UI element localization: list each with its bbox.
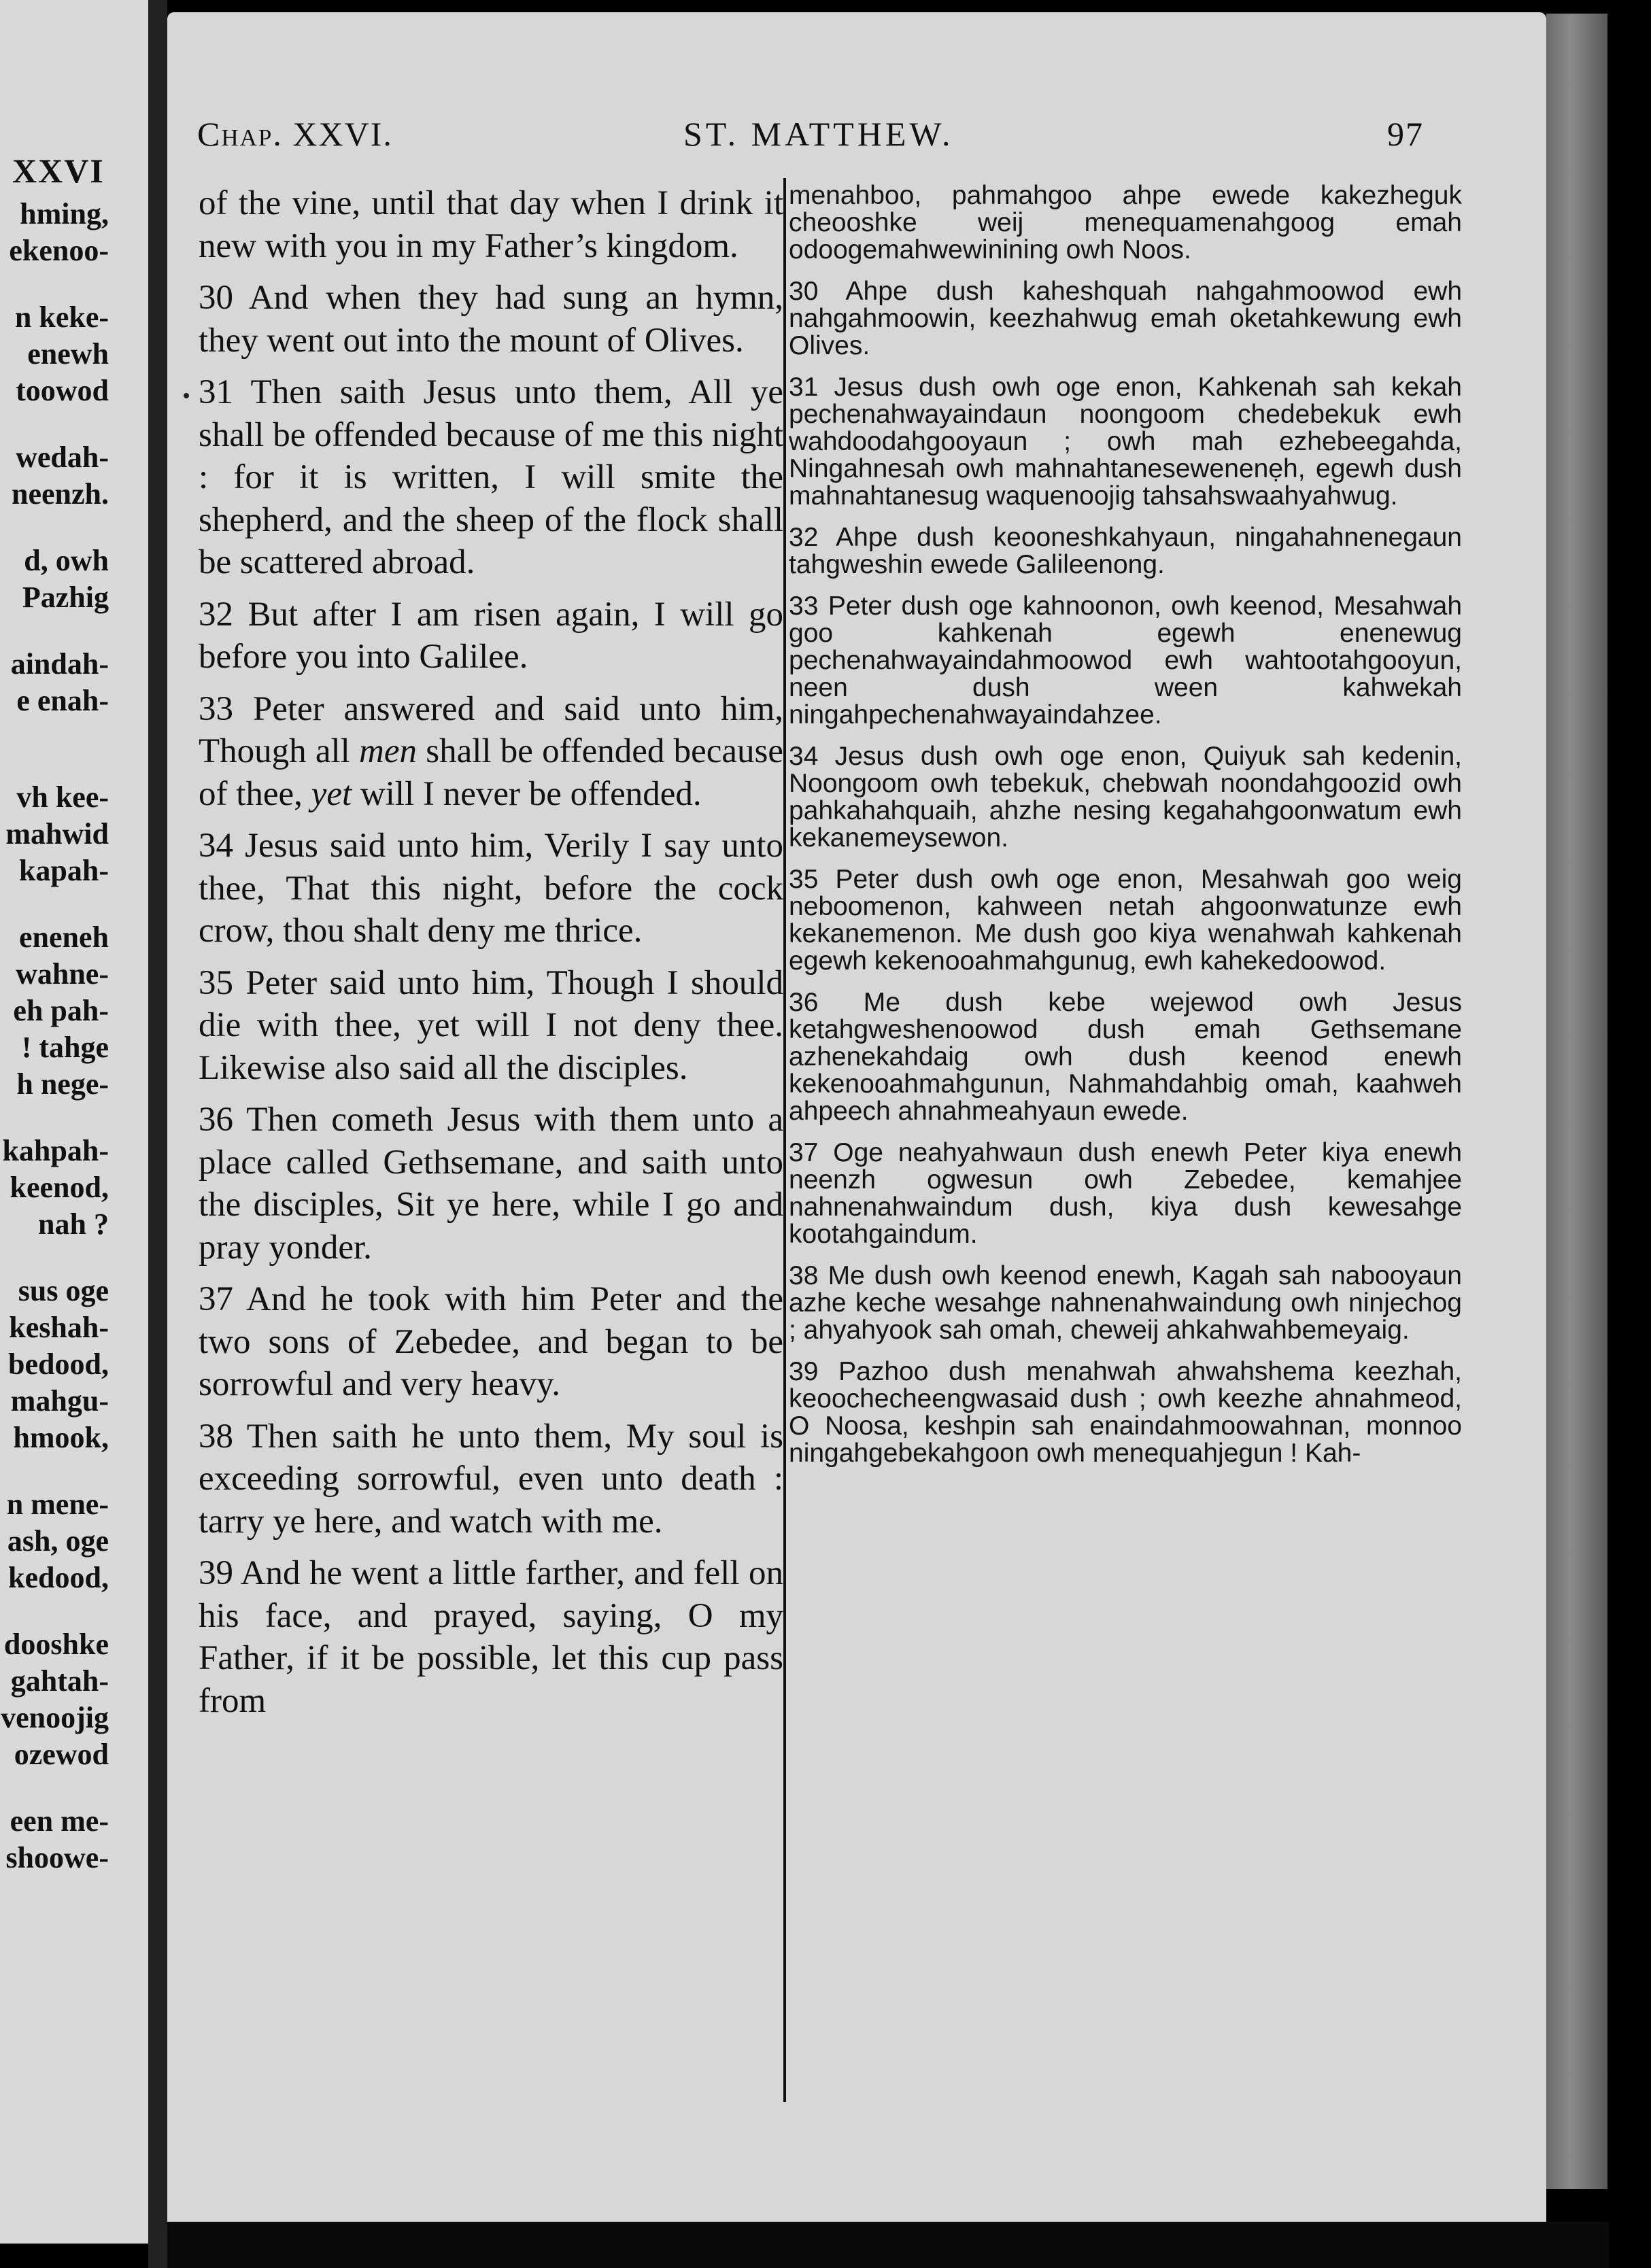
- previous-page-line: kahpah-: [2, 1134, 109, 1167]
- previous-page-line: aindah-: [10, 647, 109, 681]
- previous-page-line: dooshke: [3, 1628, 109, 1661]
- page-number: 97: [1387, 115, 1424, 153]
- previous-page-line: n mene-: [6, 1488, 109, 1521]
- english-verse-31: 31 Then saith Jesus unto them, All ye shall be offended because of me this night : for it is written, I will smite the shepherd, and the sheep of the flock shall be scattered abroad.: [199, 373, 783, 581]
- previous-page-line: enewh: [27, 337, 109, 371]
- previous-page-line: hming,: [20, 197, 109, 230]
- previous-page-line: ozewod: [14, 1738, 109, 1771]
- previous-page-line: wahne-: [16, 957, 109, 991]
- english-verse-32: 32 But after I am risen again, I will go before you into Galilee.: [199, 595, 784, 676]
- previous-page-line: ekenoo-: [9, 234, 109, 267]
- ojibwe-verse-30: 30 Ahpe dush kaheshquah nahgahmoowod ewh nahgahmoowin, keezhahwug emah oketahkewung ewh Olives.: [789, 277, 1463, 360]
- english-verse-30: 30 And when they had sung an hymn, they went out into the mount of Olives.: [199, 279, 783, 360]
- previous-page-line: n keke-: [14, 300, 109, 334]
- ojibwe-verse-cont: menahboo, pahmahgoo ahpe ewede kakezheguk cheooshke weij menequamenahgoog emah odoogemahwewinining owh Noos.: [789, 181, 1462, 264]
- previous-page-line: e enah-: [16, 684, 109, 717]
- english-verse-39: 39 And he went a little farther, and fell on his face, and prayed, saying, O my Father, if it be possible, let this cup pass from: [199, 1554, 784, 1720]
- english-verse-35: 35 Peter said unto him, Though I should die with thee, yet will I not deny thee. Likewise also said all the disciples.: [199, 963, 784, 1087]
- previous-page-strip: [0, 0, 148, 2244]
- previous-page-line: ash, oge: [7, 1524, 109, 1558]
- previous-page-line: keshah-: [9, 1311, 109, 1344]
- previous-page-line: gahtah-: [10, 1664, 109, 1698]
- previous-page-line: kedood,: [8, 1561, 109, 1594]
- previous-page-line: kapah-: [18, 854, 109, 887]
- ojibwe-verse-33: 33 Peter dush oge kahnoonon, owh keenod, Mesahwah goo kahkenah egewh enenewug pechenahwayaindahmoowod ewh wahtootahgooyun, neen dush ween kahwekah ningahpechenahwayaindahzee.: [789, 591, 1463, 729]
- previous-page-line: d, owh: [24, 544, 109, 577]
- ojibwe-verse-31: 31 Jesus dush owh oge enon, Kahkenah sah kekah pechenahwayaindaun noongoom chedebekuk ewh wahdoodahgooyaun ; owh mah ezhebeegahda, Ningahnesah owh mahnahtanesewenenẹh, egewh dush mahnahtanesug waquenoojig tahsahswaahyahwug.: [789, 373, 1462, 511]
- english-verse-37: 37 And he took with him Peter and the two sons of Zebedee, and began to be sorrowful and very heavy.: [199, 1280, 783, 1403]
- english-verse-cont: of the vine, until that day when I drink it new with you in my Father’s kingdom.: [199, 184, 783, 265]
- english-column: [199, 182, 783, 1732]
- previous-page-line: bedood,: [8, 1347, 109, 1381]
- bottom-shadow: [167, 2222, 1609, 2268]
- previous-page-line: nah ?: [38, 1207, 109, 1241]
- english-verse-36: 36 Then cometh Jesus with them unto a place called Gethsemane, and saith unto the disciples, Sit ye here, while I go and pray yonder.: [199, 1101, 783, 1267]
- ojibwe-verse-39: 39 Pazhoo dush menahwah ahwahshema keezhah, keoochecheengwasaid dush ; owh keezhe ahnahmeod, O Noosa, keshpin sah enaindahmoowahnan, monnoo ningahgebekahgoon owh menequahjegun ! Kah-: [789, 1357, 1462, 1468]
- previous-page-line: sus oge: [18, 1274, 109, 1307]
- previous-page-line: mahgu-: [10, 1384, 109, 1418]
- running-head-chapter: Chap. XXVI.: [197, 115, 393, 153]
- ojibwe-column: [789, 182, 1462, 1481]
- ojibwe-verse-37: 37 Oge neahyahwaun dush enewh Peter kiya enewh neenzh ogwesun owh Zebedee, kemahjee nahnenahwaindum dush, kiya dush kewesahge kootahgaindum.: [789, 1138, 1463, 1249]
- previous-page-line: mahwid: [5, 817, 109, 850]
- ojibwe-verse-35: 35 Peter dush owh oge enon, Mesahwah goo weig neboomenon, kahween netah ahgoonwatunze ewh kekanemenon. Me dush goo kiya wenahwah kahkenah egewh kekenooahmahgunug, ewh kahekedoowod.: [789, 865, 1462, 976]
- english-verse-33: 33 Peter answered and said unto him, Though all men shall be offended because of thee, yet will I never be offended.: [199, 689, 784, 813]
- previous-page-line: toowod: [16, 374, 109, 407]
- english-verse-38: 38 Then saith he unto them, My soul is exceeding sorrowful, even unto death : tarry ye here, and watch with me.: [199, 1417, 783, 1541]
- previous-page-line: een me-: [10, 1804, 109, 1838]
- previous-page-line: keenod,: [10, 1171, 109, 1204]
- running-head-title: ST. MATTHEW.: [683, 115, 954, 153]
- previous-page-chapter: XXVI: [12, 152, 105, 190]
- previous-page-line: eneneh: [19, 921, 109, 954]
- previous-page-line: vh kee-: [16, 780, 109, 814]
- column-divider: [783, 178, 786, 2102]
- previous-page-line: Pazhig: [22, 581, 109, 614]
- previous-page-line: neenzh.: [12, 477, 109, 511]
- previous-page-line: wedah-: [16, 441, 109, 474]
- previous-page-line: eh pah-: [13, 994, 109, 1027]
- previous-page-line: h nege-: [16, 1067, 109, 1101]
- margin-dot: [184, 393, 189, 398]
- previous-page-line: shoowe-: [5, 1841, 109, 1874]
- previous-page-line: venoojig: [1, 1701, 109, 1734]
- book-gutter: [148, 0, 167, 2268]
- ojibwe-verse-38: 38 Me dush owh keenod enewh, Kagah sah nabooyaun azhe keche wesahge nahnenahwaindung owh ninjechog ; ahyahyook sah omah, cheweij ahkahwahbemeyaig.: [789, 1261, 1462, 1345]
- page-edges: [1546, 14, 1607, 2189]
- english-verse-34: 34 Jesus said unto him, Verily I say unto thee, That this night, before the cock crow, thou shalt deny me thrice.: [199, 827, 783, 950]
- ojibwe-verse-36: 36 Me dush kebe wejewod owh Jesus ketahgweshenoowod dush emah Gethsemane azhenekahdaig owh dush keenod enewh kekenooahmahgunun, Nahmahdahbig omah, kaahweh ahpeech ahnahmeahyaun ewede.: [789, 988, 1462, 1126]
- previous-page-line: ! tahge: [21, 1031, 109, 1064]
- ojibwe-verse-34: 34 Jesus dush owh oge enon, Quiyuk sah kedenin, Noongoom owh tebekuk, chebwah noondahgoozid owh pahkahahquaih, ahzhe nesing kegahahgoonwatum ewh kekanemeysewon.: [789, 742, 1462, 853]
- ojibwe-verse-32: 32 Ahpe dush keooneshkahyaun, ningahahnenegaun tahgweshin ewede Galileenong.: [789, 523, 1462, 579]
- previous-page-line: hmook,: [13, 1421, 109, 1454]
